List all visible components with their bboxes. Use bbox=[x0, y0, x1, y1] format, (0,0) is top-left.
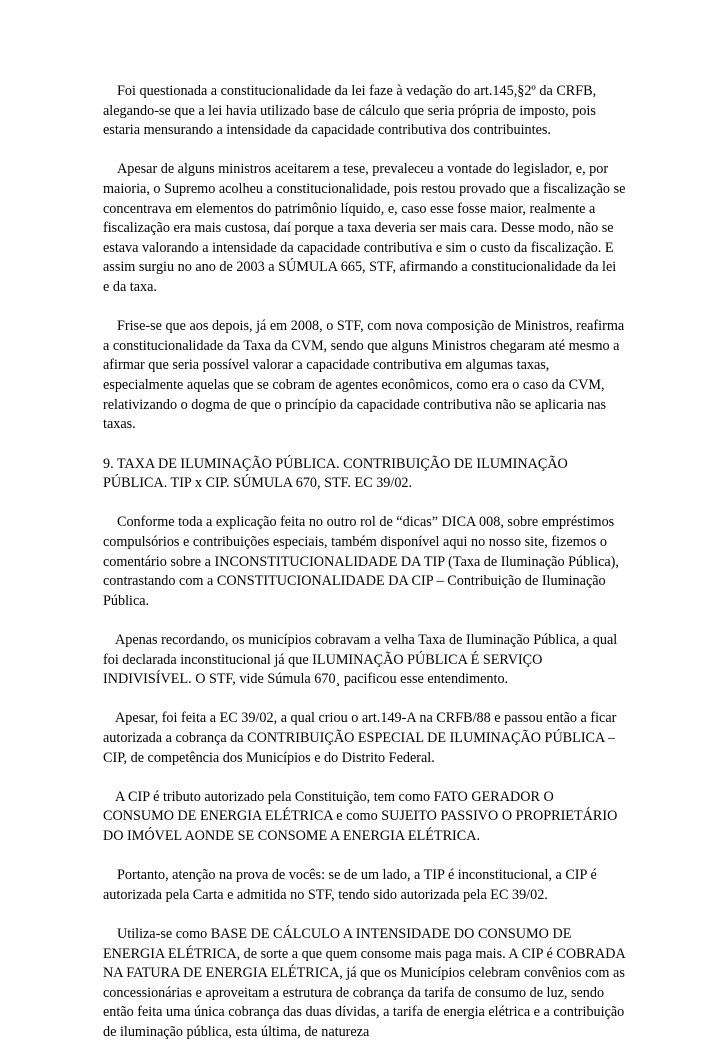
paragraph-tip-recap: Apenas recordando, os municípios cobravam a velha Taxa de Iluminação Pública, a qual foi declarada inconstitucional já que ILUMINAÇÃO PÚBLICA É SERVIÇO INDIVISÍVEL. O STF, vide Súmula 670¸ pacificou esse entendimento. bbox=[103, 632, 618, 688]
document-page bbox=[103, 82, 626, 1062]
paragraph-base-calculo: Utiliza-se como BASE DE CÁLCULO A INTENSIDADE DO CONSUMO DE ENERGIA ELÉTRICA, de sorte a que quem consome mais paga mais. A CIP é COBRADA NA FATURA DE ENERGIA ELÉTRICA, já que os Municípios celebram convênios com as concessionárias e aproveitam a estrutura de cobrança da tarifa de consumo de luz, sendo então feita uma única cobrança das duas dívidas, a tarifa de energia elétrica e a contribuição de iluminação pública, esta última, de natureza bbox=[103, 925, 625, 1040]
paragraph-sumula-665: Apesar de alguns ministros aceitarem a tese, prevaleceu a vontade do legislador, e, por maioria, o Supremo acolheu a constitucionalidade, pois restou provado que a fiscalização se concentrava em elementos do patrimônio líquido, e, caso esse fosse maior, realmente a fiscalização era mais custosa, daí porque a taxa deveria ser mais cara. Desse modo, não se estava valorando a intensidade da capacidade contributiva e sim o custo da fiscalização. E assim surgiu no ano de 2003 a SÚMULA 665, STF, afirmando a constitucionalidade da lei e da taxa. bbox=[103, 161, 626, 295]
paragraph-cvm-questioned: Foi questionada a constitucionalidade da lei faze à vedação do art.145,§2º da CRFB, alegando-se que a lei havia utilizado base de cálculo que seria própria de imposto, pois estaria mensurando a intensidade da capacidade contributiva dos contribuintes. bbox=[103, 83, 597, 139]
section-heading: 9. TAXA DE ILUMINAÇÃO PÚBLICA. CONTRIBUIÇÃO DE ILUMINAÇÃO PÚBLICA. TIP x CIP. SÚMULA 670, STF. EC 39/02. bbox=[103, 455, 568, 492]
paragraph-dica-008: Conforme toda a explicação feita no outro rol de “dicas” DICA 008, sobre empréstimos compulsórios e contribuições especiais, também disponível aqui no nosso site, fizemos o comentário sobre a INCONSTITUCIONALIDADE DA TIP (Taxa de Iluminação Pública), contrastando com a CONSTITUCIONALIDADE DA CIP – Contribuição de Iluminação Pública. bbox=[103, 514, 619, 609]
paragraph-atencao-prova: Portanto, atenção na prova de vocês: se de um lado, a TIP é inconstitucional, a CIP é autorizada pela Carta e admitida no STF, tendo sido autorizada pela EC 39/02. bbox=[103, 867, 597, 903]
paragraph-ec-39: Apesar, foi feita a EC 39/02, a qual criou o art.149-A na CRFB/88 e passou então a ficar autorizada a cobrança da CONTRIBUIÇÃO ESPECIAL DE ILUMINAÇÃO PÚBLICA – CIP, de competência dos Municípios e do Distrito Federal. bbox=[103, 710, 617, 766]
paragraph-stf-2008: Frise-se que aos depois, já em 2008, o STF, com nova composição de Ministros, reafirma a constitucionalidade da Taxa da CVM, sendo que alguns Ministros chegaram até mesmo a afirmar que seria possível valorar a capacidade contributiva em algumas taxas, especialmente aquelas que se cobram de agentes econômicos, como era o caso da CVM, relativizando o dogma de que o princípio da capacidade contributiva não se aplicaria nas taxas. bbox=[103, 318, 625, 433]
paragraph-cip-fato-gerador: A CIP é tributo autorizado pela Constituição, tem como FATO GERADOR O CONSUMO DE ENERGIA ELÉTRICA e como SUJEITO PASSIVO O PROPRIETÁRIO DO IMÓVEL AONDE SE CONSOME A ENERGIA ELÉTRICA. bbox=[103, 788, 618, 844]
